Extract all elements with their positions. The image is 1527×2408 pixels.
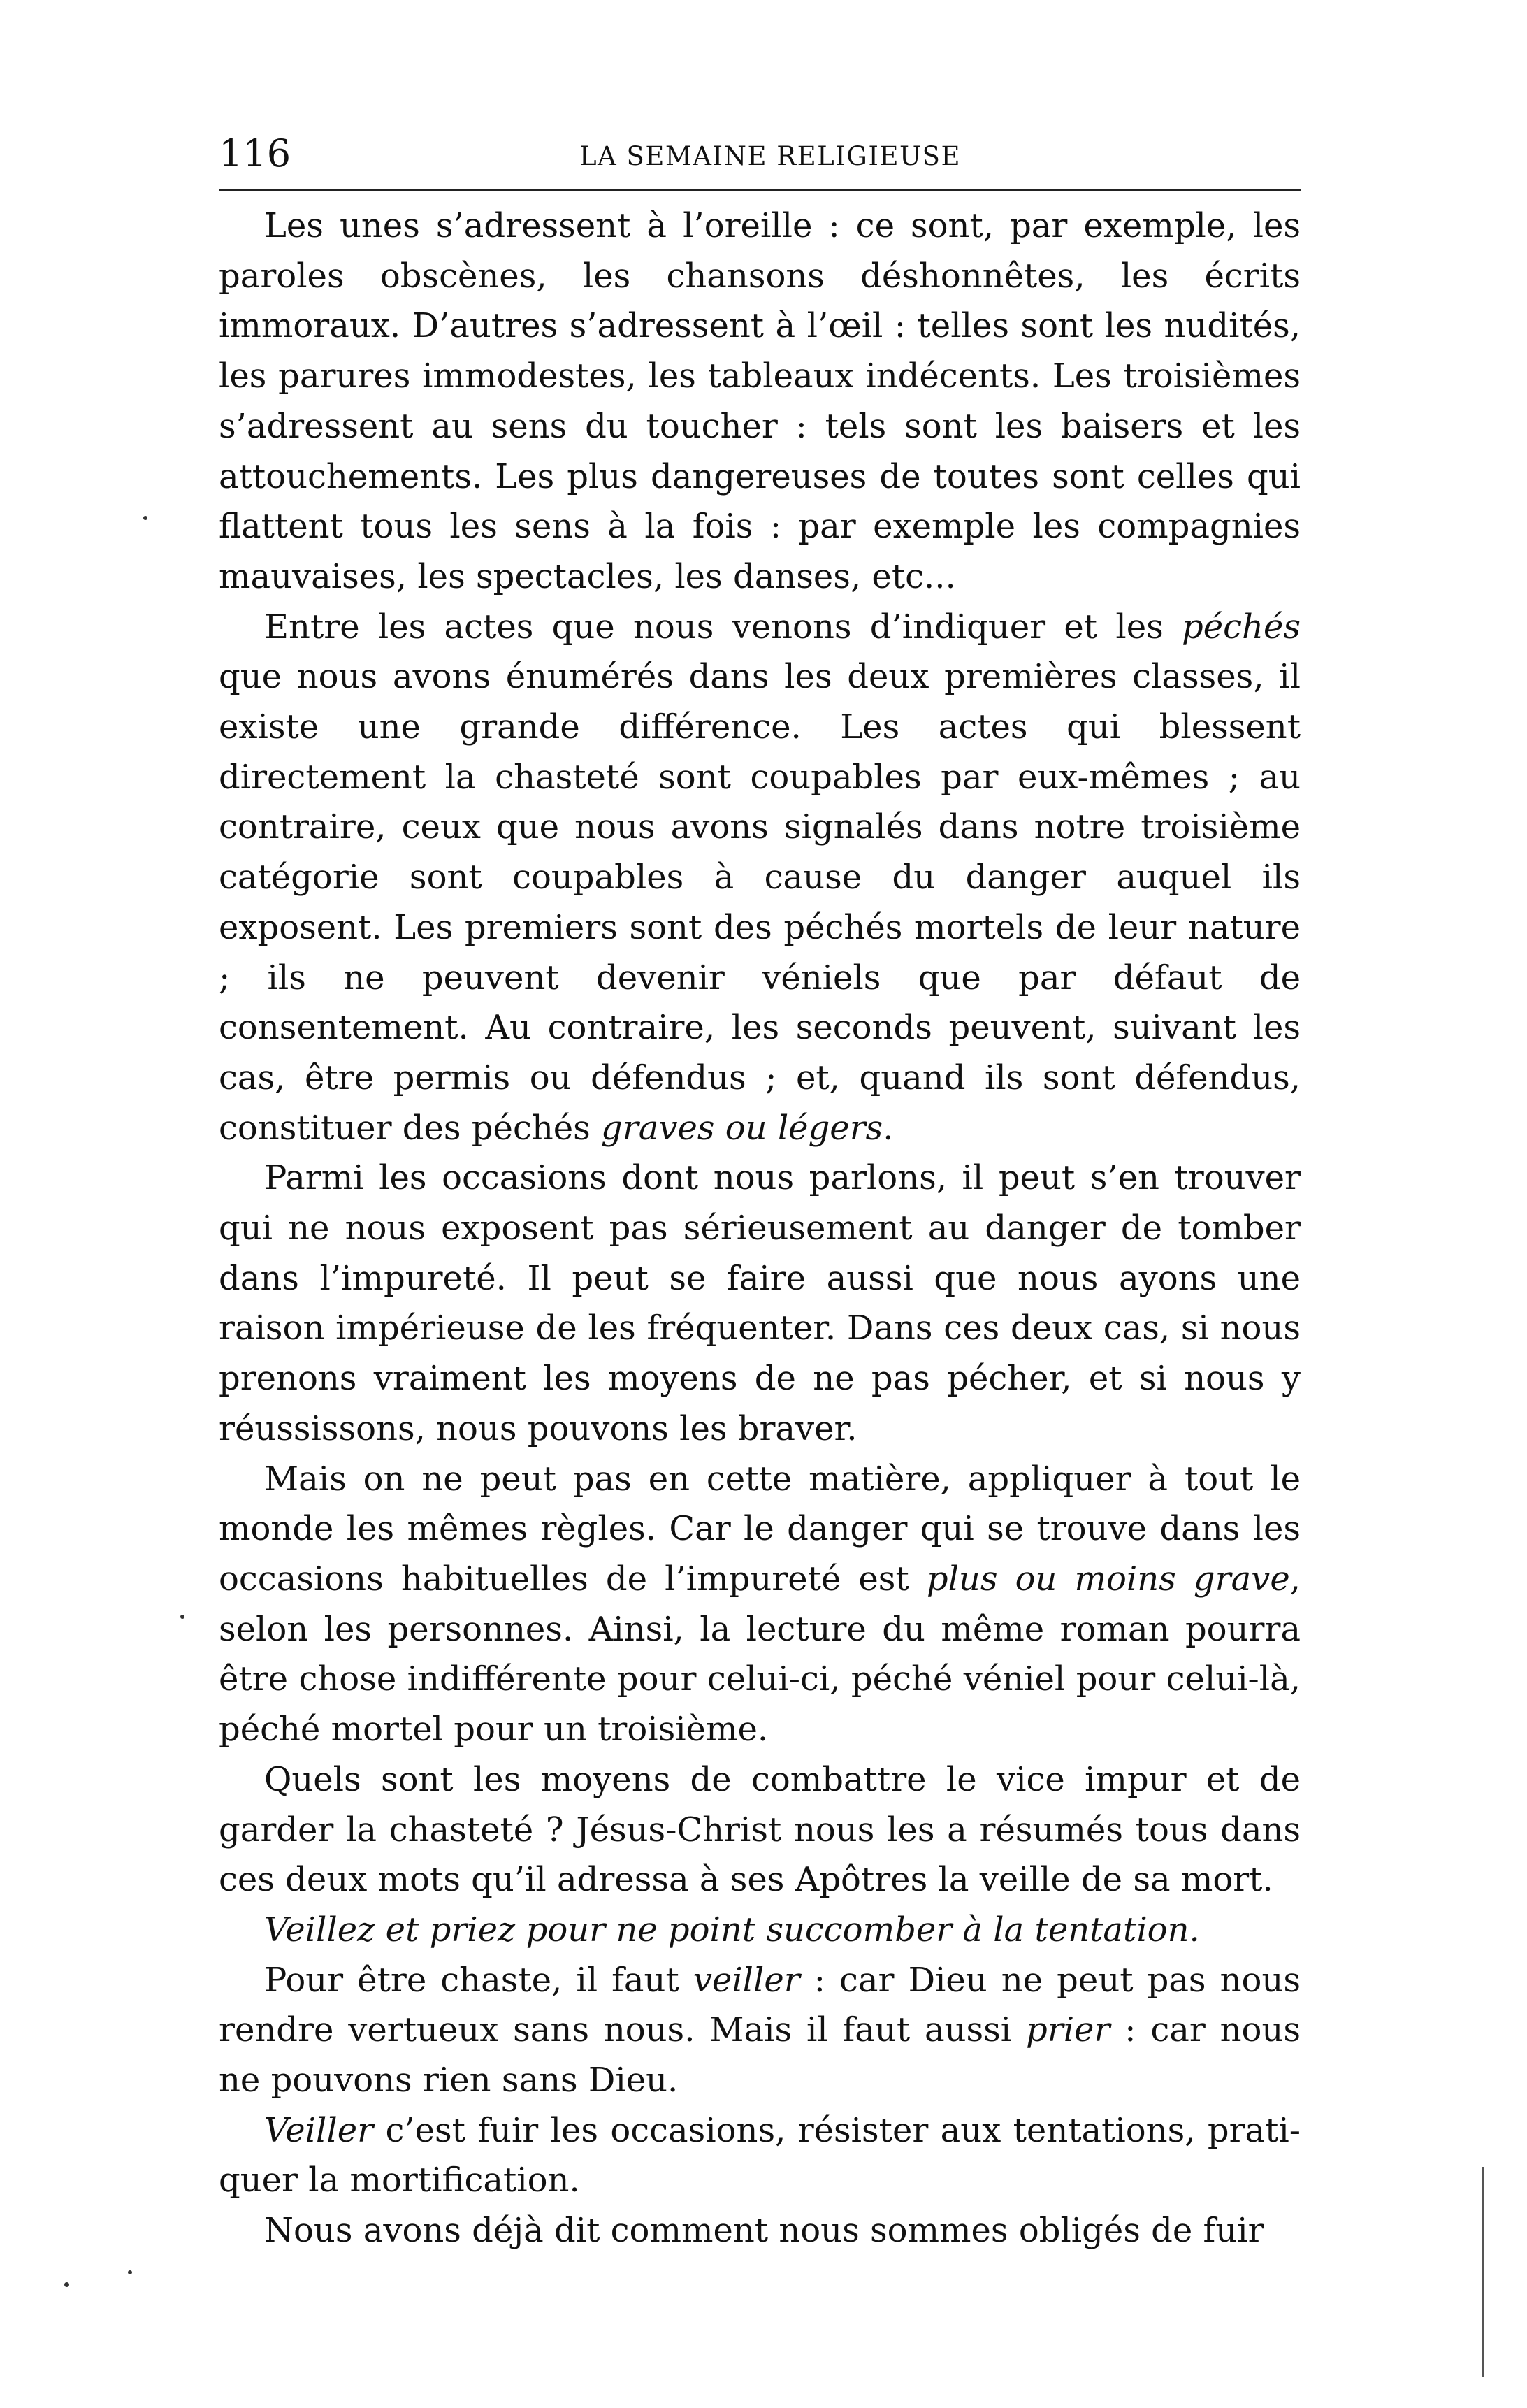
text-run: Pour être chaste, il faut: [264, 1960, 693, 2000]
margin-speck: [64, 2282, 69, 2287]
text-run: , selon les personnes. Ainsi, la lecture du même roman pourra être chose indifférente pour celui-ci, péché véniel pour celui-là, péché mortel pour un troisième.: [219, 1559, 1301, 1750]
text-run: : car Dieu ne peut pas nous rendre vertueux sans nous. Mais il faut aussi: [219, 1960, 1301, 2050]
paragraph-4: [219, 1455, 1301, 1755]
text-run: Mais on ne peut pas en cette matière, appliquer à tout le monde les mêmes règles. Car le danger qui se trouve dans les occasions habituelles de l’impureté est: [219, 1459, 1301, 1599]
margin-speck: [180, 1615, 184, 1619]
margin-speck: [143, 516, 147, 520]
italic-run: prier: [1026, 2010, 1110, 2050]
page-edge-line: [1482, 2167, 1484, 2377]
italic-run: Veiller: [264, 2110, 374, 2150]
running-title: LA SEMAINE RELIGIEUSE: [579, 141, 962, 171]
text-run: [714, 1109, 725, 1148]
italic-run: péchés: [1182, 607, 1301, 647]
paragraph-1: Les unes s’adressent à l’oreille : ce sont, par exemple, les paroles obscènes, les chansons déshonnêtes, les écrits immoraux. D’autres s’adressent à l’œil : telles sont les nudités, les parures immodestes, les tableaux indécents. Les troisièmes s’adressent au sens du toucher : tels sont les baisers et les attouchements. Les plus dangereuses de toutes sont celles qui flattent tous les sens à la fois : par exemple les compagnies mauvaises, les spectacles, les danses, etc...: [219, 206, 1301, 596]
italic-run: ou légers: [725, 1108, 883, 1148]
italic-run: plus ou moins grave: [926, 1559, 1290, 1599]
paragraph-7: [219, 1956, 1301, 2106]
margin-speck: [128, 2270, 132, 2274]
paragraph-3: Parmi les occasions dont nous parlons, il peut s’en trouver qui ne nous exposent pas sérieusement au danger de tomber dans l’impureté. Il peut se faire aussi que nous ayons une raison impérieuse de les fréquenter. Dans ces deux cas, si nous prenons vraiment les moyens de ne pas pécher, et si nous y réussissons, nous pouvons les braver.: [219, 1158, 1301, 1448]
body-text: [219, 201, 1301, 2256]
text-run: Entre les actes que nous venons d’indiquer et les: [264, 607, 1182, 647]
paragraph-6-quotation: Veillez et priez pour ne point succomber à la tentation.: [264, 1910, 1200, 1949]
italic-run: graves: [601, 1108, 715, 1148]
page-number: 116: [219, 131, 291, 175]
page-header: [219, 126, 1301, 182]
paragraph-2: [219, 603, 1301, 1154]
italic-run: veiller: [693, 1960, 800, 2000]
text-run: .: [883, 1108, 894, 1148]
paragraph-5: Quels sont les moyens de combattre le vice impur et de garder la chasteté ? Jésus-Christ nous les a résumés tous dans ces deux mots qu’il adressa à ses Apôtres la veille de sa mort.: [219, 1759, 1301, 1900]
text-run: c’est fuir les occasions, résister aux tentations, pratiquer la mortification.: [219, 2110, 1301, 2200]
text-run: que nous avons énumérés dans les deux premières classes, il existe une grande différence. Les actes qui blessent directement la chasteté sont coupables par eux-mêmes ; au contraire, ceux que nous avons signalés dans notre troisième catégorie sont coupables à cause du danger auquel ils exposent. Les premiers sont des péchés mortels de leur nature ; ils ne peuvent devenir véniels que par défaut de consentement. Au contraire, les seconds peuvent, suivant les cas, être permis ou défendus ; et, quand ils sont défendus, constituer des péchés: [219, 657, 1301, 1148]
paragraph-8: [219, 2106, 1301, 2206]
paragraph-9: Nous avons déjà dit comment nous sommes obligés de fuir: [264, 2211, 1264, 2251]
header-rule: [219, 189, 1301, 191]
text-run: : car nous ne pouvons rien sans Dieu.: [219, 2010, 1301, 2100]
